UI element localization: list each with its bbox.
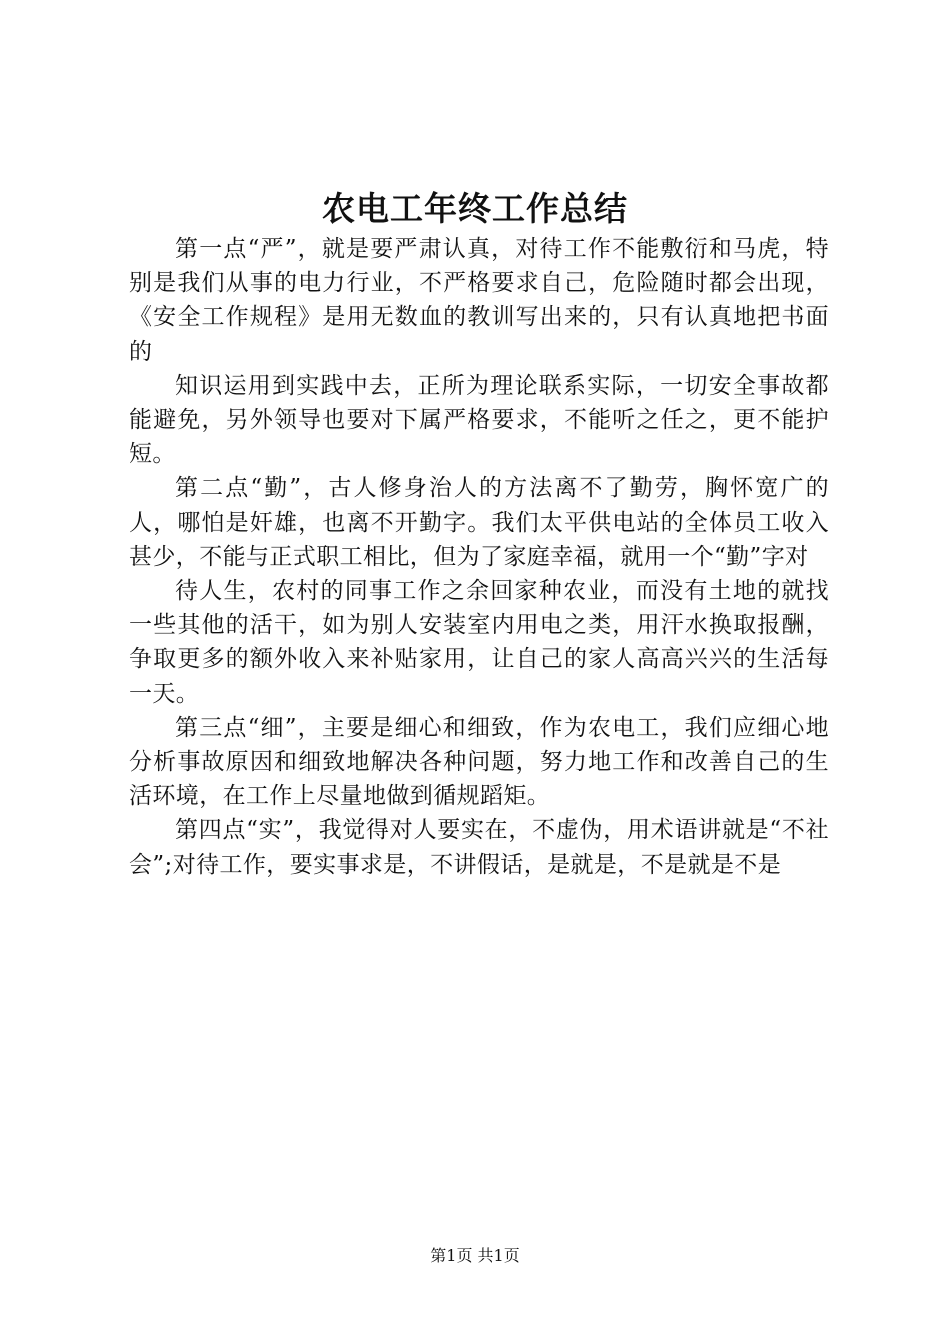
paragraph: 待人生，农村的同事工作之余回家种农业，而没有土地的就找一些其他的活干，如为别人安装室内用电之类，用汗水换取报酬，争取更多的额外收入来补贴家用，让自己的家人高高兴兴的生活每一天。 bbox=[129, 578, 829, 707]
paragraph: 第二点“勤”，古人修身治人的方法离不了勤劳，胸怀宽广的人，哪怕是奸雄，也离不开勤字。我们太平供电站的全体员工收入甚少，不能与正式职工相比，但为了家庭幸福，就用一个“勤”字对 bbox=[129, 475, 829, 570]
paragraph: 第四点“实”，我觉得对人要实在，不虚伪，用术语讲就是“不社会”;对待工作，要实事求是，不讲假话，是就是，不是就是不是 bbox=[129, 817, 829, 878]
page-footer: 第1页 共1页 bbox=[430, 1246, 520, 1265]
paragraph: 知识运用到实践中去，正所为理论联系实际，一切安全事故都能避免，另外领导也要对下属严格要求，不能听之任之，更不能护短。 bbox=[129, 372, 829, 468]
paragraph: 第三点“细”，主要是细心和细致，作为农电工，我们应细心地分析事故原因和细致地解决各种问题，努力地工作和改善自己的生活环境，在工作上尽量地做到循规蹈矩。 bbox=[129, 714, 829, 810]
paragraph: 第一点“严”，就是要严肃认真，对待工作不能敷衍和马虎，特别是我们从事的电力行业，不严格要求自己，危险随时都会出现，《安全工作规程》是用无数血的教训写出来的，只有认真地把书面的 bbox=[129, 236, 829, 365]
document-title: 农电工年终工作总结 bbox=[322, 189, 628, 228]
document-body bbox=[129, 232, 829, 882]
